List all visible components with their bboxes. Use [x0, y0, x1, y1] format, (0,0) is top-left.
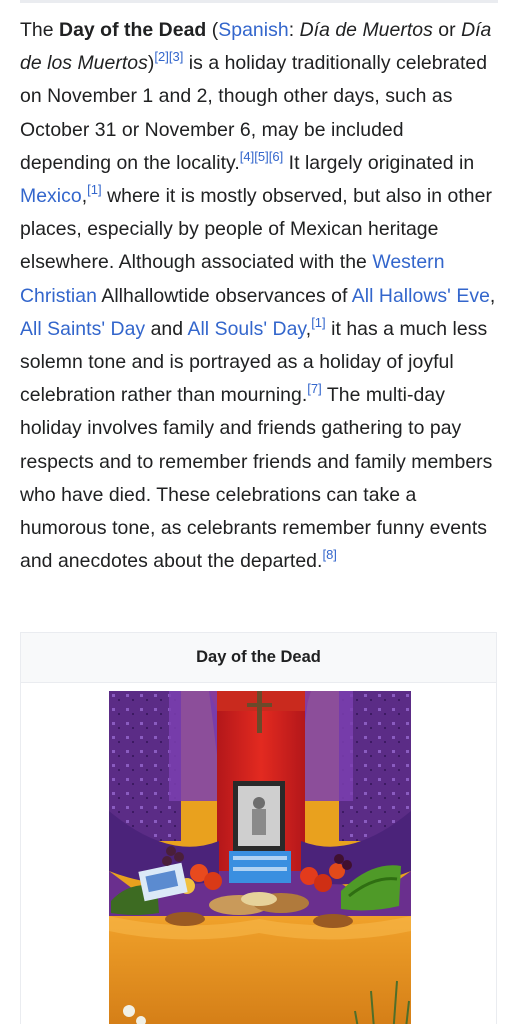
- citation-ref[interactable]: [8]: [322, 547, 337, 563]
- infobox: [20, 632, 497, 1024]
- article-link[interactable]: All Hallows' Eve: [351, 284, 490, 307]
- bold-term: Day of the Dead: [59, 19, 207, 41]
- infobox-title: Day of the Dead: [21, 633, 496, 683]
- article-link[interactable]: All Saints' Day: [20, 317, 146, 340]
- citation-ref[interactable]: [1]: [311, 314, 326, 330]
- altar-photo[interactable]: [109, 691, 411, 1024]
- text-run: ,: [305, 317, 312, 340]
- text-run: is a holiday traditionally celebrated on November 1 and 2, though other days, such as October 31 or November 6, may be included depending on the locality.: [20, 52, 488, 174]
- text-run: The multi-day holiday involves family and friends gathering to pay respects and to remember friends and family members who have died. These celebrations can take a humorous tone, as celebrants remember funny events and anecdotes about the departed.: [20, 384, 493, 573]
- text-run: (: [206, 19, 219, 41]
- text-run: ,: [81, 185, 88, 208]
- citation-ref[interactable]: [6]: [268, 148, 284, 164]
- italic-term: Día de los Muertos: [20, 19, 492, 75]
- text-run: and: [145, 317, 188, 340]
- infobox-image-cell: [21, 683, 496, 1024]
- text-run: :: [288, 19, 300, 41]
- text-run: ,: [489, 284, 496, 307]
- text-run: It largely originated in: [283, 151, 475, 174]
- top-divider: [20, 0, 498, 3]
- article-link[interactable]: Mexico: [20, 185, 82, 208]
- text-run: it has a much less solemn tone and is portrayed as a holiday of joyful celebration rather than mourning.: [20, 317, 488, 407]
- article-paragraph: [20, 14, 498, 578]
- citation-ref[interactable]: [4]: [239, 148, 255, 164]
- article-link[interactable]: Spanish: [218, 19, 289, 41]
- article-link[interactable]: All Souls' Day: [187, 317, 306, 340]
- italic-term: Día de Muertos: [299, 19, 433, 41]
- text-run: The: [20, 19, 60, 41]
- citation-ref[interactable]: [5]: [254, 148, 269, 164]
- citation-ref[interactable]: [2]: [154, 49, 169, 65]
- text-run: or: [432, 19, 462, 41]
- citation-ref[interactable]: [3]: [168, 49, 184, 65]
- text-run: ): [147, 52, 155, 75]
- citation-ref[interactable]: [1]: [87, 181, 102, 197]
- citation-ref[interactable]: [7]: [307, 381, 322, 397]
- text-run: where it is mostly observed, but also in other places, especially by people of Mexican heritage elsewhere. Although associated with the: [20, 185, 492, 274]
- article-link[interactable]: Western Christian: [20, 251, 445, 307]
- text-run: Allhallowtide observances of: [96, 284, 352, 307]
